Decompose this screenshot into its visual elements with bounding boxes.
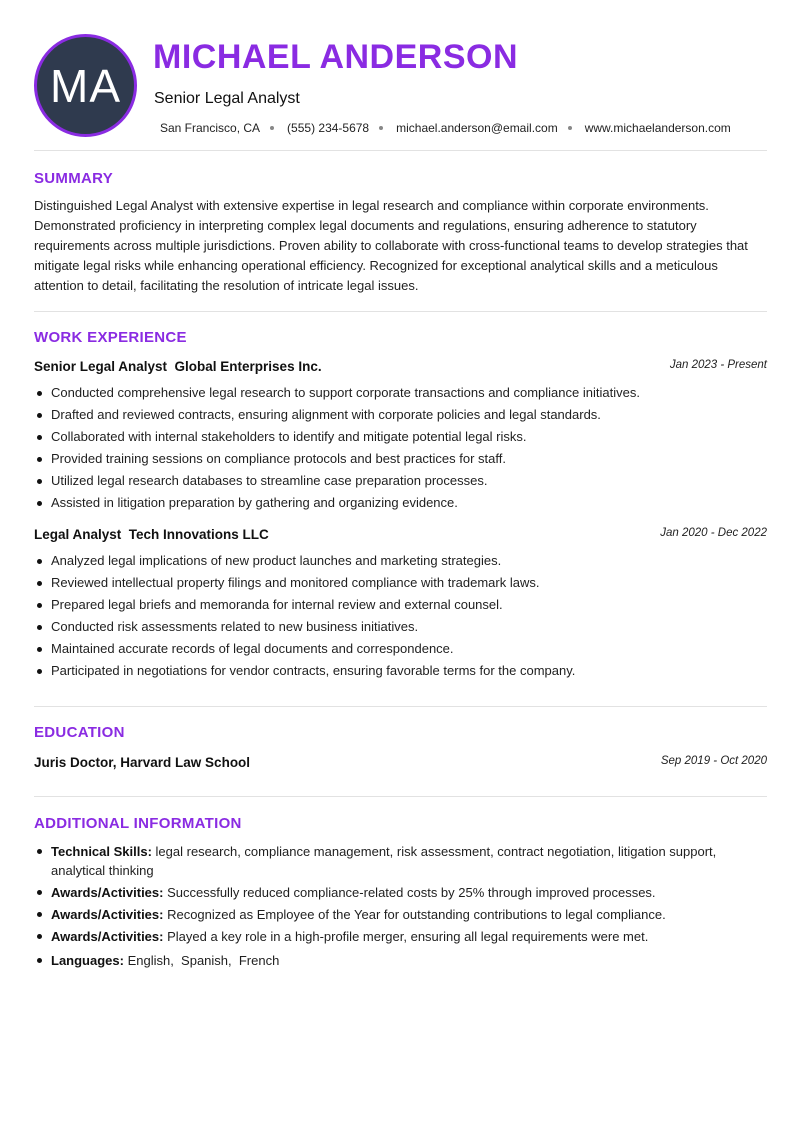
item-label: Awards/Activities: [51,907,164,922]
list-item: Collaborated with internal stakeholders to identify and mitigate potential legal risks. [34,426,767,448]
contact-website[interactable]: www.michaelanderson.com [584,121,731,135]
list-item: Conducted comprehensive legal research to support corporate transactions and compliance initiatives. [34,382,767,404]
education-degree: Juris Doctor, Harvard Law School [34,755,251,770]
list-item: Prepared legal briefs and memoranda for internal review and external counsel. [34,594,767,616]
education-entry [34,754,767,774]
list-item: Assisted in litigation preparation by gathering and organizing evidence. [34,492,767,514]
candidate-name: MICHAEL ANDERSON [153,38,519,76]
item-label: Awards/Activities: [51,885,164,900]
item-text: English, Spanish, French [123,953,280,968]
job-header [34,358,767,378]
list-item: Reviewed intellectual property filings and monitored compliance with trademark laws. [34,572,767,594]
list-item: Maintained accurate records of legal documents and correspondence. [34,638,767,660]
list-item: Utilized legal research databases to streamline case preparation processes. [34,470,767,492]
separator-dot [270,126,274,130]
item-text: Recognized as Employee of the Year for outstanding contributions to legal compliance. [163,907,666,922]
separator-dot [379,126,383,130]
job-bullets [34,550,767,682]
list-item: Analyzed legal implications of new product launches and marketing strategies. [34,550,767,572]
list-item: Provided training sessions on compliance protocols and best practices for staff. [34,448,767,470]
resume-header [34,34,767,138]
contact-email[interactable]: michael.anderson@email.com [396,121,558,135]
item-text: Successfully reduced compliance-related costs by 25% through improved processes. [163,885,656,900]
education-header [34,754,767,774]
summary-text: Distinguished Legal Analyst with extensive expertise in legal research and compliance within corporate environments. Demonstrated proficiency in interpreting complex legal documents and regulations, ensuring adherence to statutory requirements across multiple jurisdictions. Proven ability to collaborate with cross-functional teams to develop strategies that mitigate legal risks while enhancing operational efficiency. Recognized for exceptional analytical skills and a meticulous attention to detail, facilitating the resolution of intricate legal issues. [34,198,748,293]
job-entry [34,358,767,514]
additional-title: ADDITIONAL INFORMATION [34,815,242,832]
list-item [34,883,767,902]
item-text: legal research, compliance management, risk assessment, contract negotiation, litigation support, analytical thinking [51,844,717,878]
list-item: Conducted risk assessments related to new business initiatives. [34,616,767,638]
education-title: EDUCATION [34,724,125,741]
list-item [34,905,767,924]
separator-dot [568,126,572,130]
avatar-initials: MA [50,59,121,112]
experience-title: WORK EXPERIENCE [34,329,187,346]
job-dates: Jan 2023 - Present [669,359,767,371]
list-item [34,927,767,946]
contact-phone: (555) 234-5678 [287,121,370,135]
job-dates: Jan 2020 - Dec 2022 [660,527,767,539]
item-label: Technical Skills: [51,844,152,859]
list-item [34,842,767,880]
list-item: Drafted and reviewed contracts, ensuring alignment with corporate policies and legal standards. [34,404,767,426]
candidate-role: Senior Legal Analyst [154,90,300,107]
job-entry [34,526,767,682]
contact-line [160,121,731,135]
job-heading: Senior Legal Analyst Global Enterprises Inc. [34,359,322,374]
job-bullets [34,382,767,514]
divider [34,311,767,312]
job-header [34,526,767,546]
avatar [34,34,137,137]
divider [34,706,767,707]
additional-list [34,842,767,973]
contact-location: San Francisco, CA [160,121,261,135]
job-heading: Legal Analyst Tech Innovations LLC [34,527,269,542]
divider [34,150,767,151]
item-text: Played a key role in a high-profile merger, ensuring all legal requirements were met. [163,929,649,944]
list-item: Participated in negotiations for vendor contracts, ensuring favorable terms for the company. [34,660,767,682]
education-dates: Sep 2019 - Oct 2020 [660,755,767,767]
summary-title: SUMMARY [34,170,114,187]
item-label: Languages: [51,953,124,968]
item-label: Awards/Activities: [51,929,164,944]
divider [34,796,767,797]
list-item [34,951,767,970]
